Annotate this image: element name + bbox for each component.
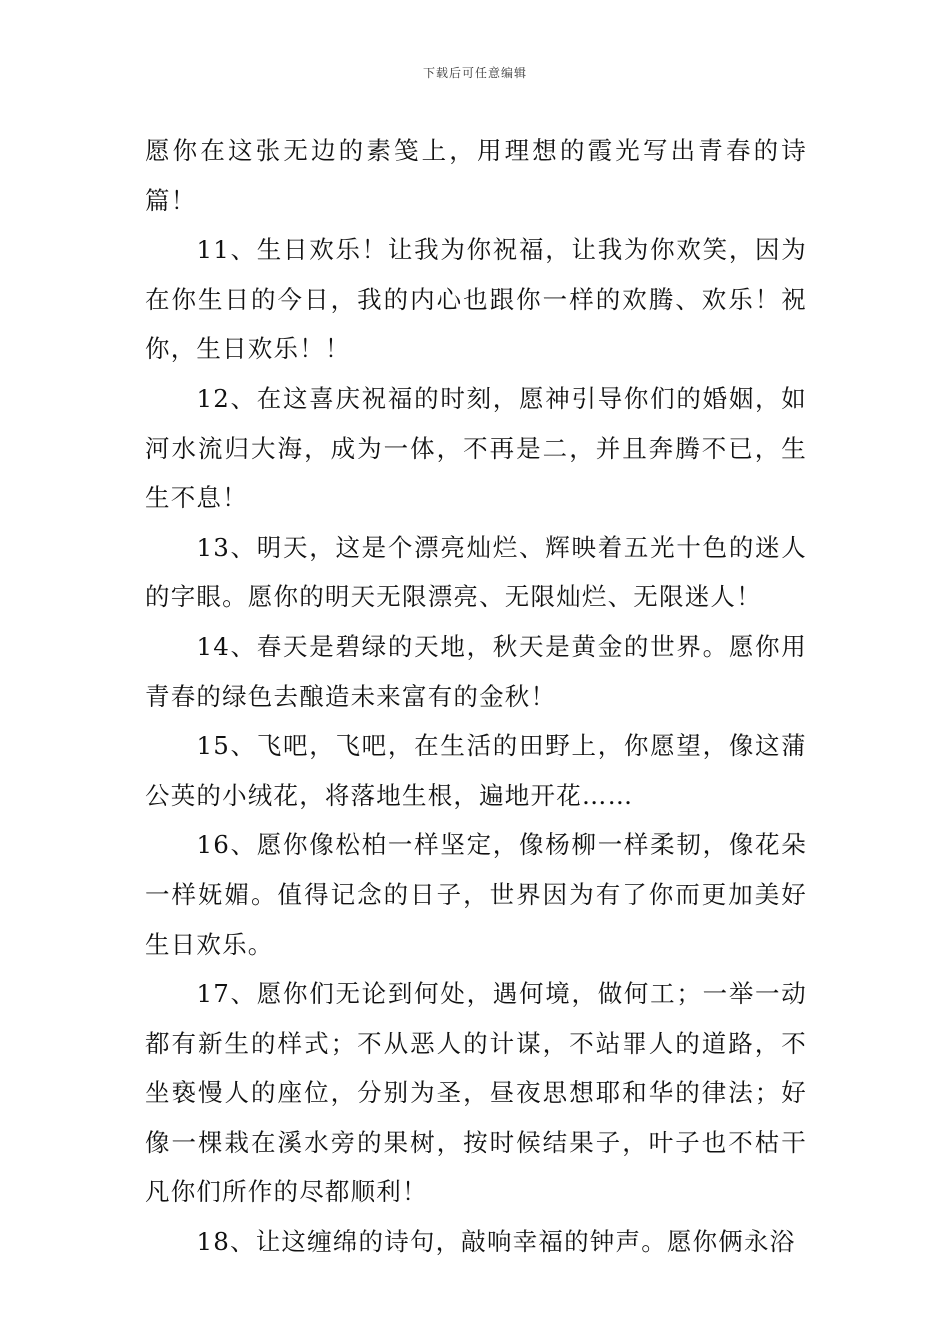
paragraph-14: 14、春天是碧绿的天地，秋天是黄金的世界。愿你用青春的绿色去酿造未来富有的金秋！ <box>145 631 807 711</box>
document-body <box>145 126 807 1267</box>
paragraph-18: 18、让这缠绵的诗句，敲响幸福的钟声。愿你俩永浴 <box>196 1227 796 1257</box>
page-header-note: 下载后可任意编辑 <box>422 66 527 80</box>
paragraph-17: 17、愿你们无论到何处，遇何境，做何工；一举一动都有新生的样式；不从恶人的计谋，不站罪人的道路，不坐亵慢人的座位，分别为圣，昼夜思想耶和华的律法；好像一棵栽在溪水旁的果树，按时候结果子，叶子也不枯干凡你们所作的尽都顺利！ <box>145 979 807 1207</box>
paragraph-continuation: 愿你在这张无边的素笺上，用理想的霞光写出青春的诗篇！ <box>145 136 807 215</box>
paragraph-11: 11、生日欢乐！让我为你祝福，让我为你欢笑，因为在你生日的今日，我的内心也跟你一样的欢腾、欢乐！祝你，生日欢乐！！ <box>145 235 807 364</box>
paragraph-13: 13、明天，这是个漂亮灿烂、辉映着五光十色的迷人的字眼。愿你的明天无限漂亮、无限灿烂、无限迷人！ <box>145 532 807 612</box>
paragraph-16: 16、愿你像松柏一样坚定，像杨柳一样柔韧，像花朵一样妩媚。值得记念的日子，世界因为有了你而更加美好生日欢乐。 <box>145 830 807 959</box>
paragraph-12: 12、在这喜庆祝福的时刻，愿神引导你们的婚姻，如河水流归大海，成为一体，不再是二，并且奔腾不已，生生不息！ <box>145 383 807 513</box>
paragraph-15: 15、飞吧，飞吧，在生活的田野上，你愿望，像这蒲公英的小绒花，将落地生根，遍地开花…… <box>145 731 807 810</box>
